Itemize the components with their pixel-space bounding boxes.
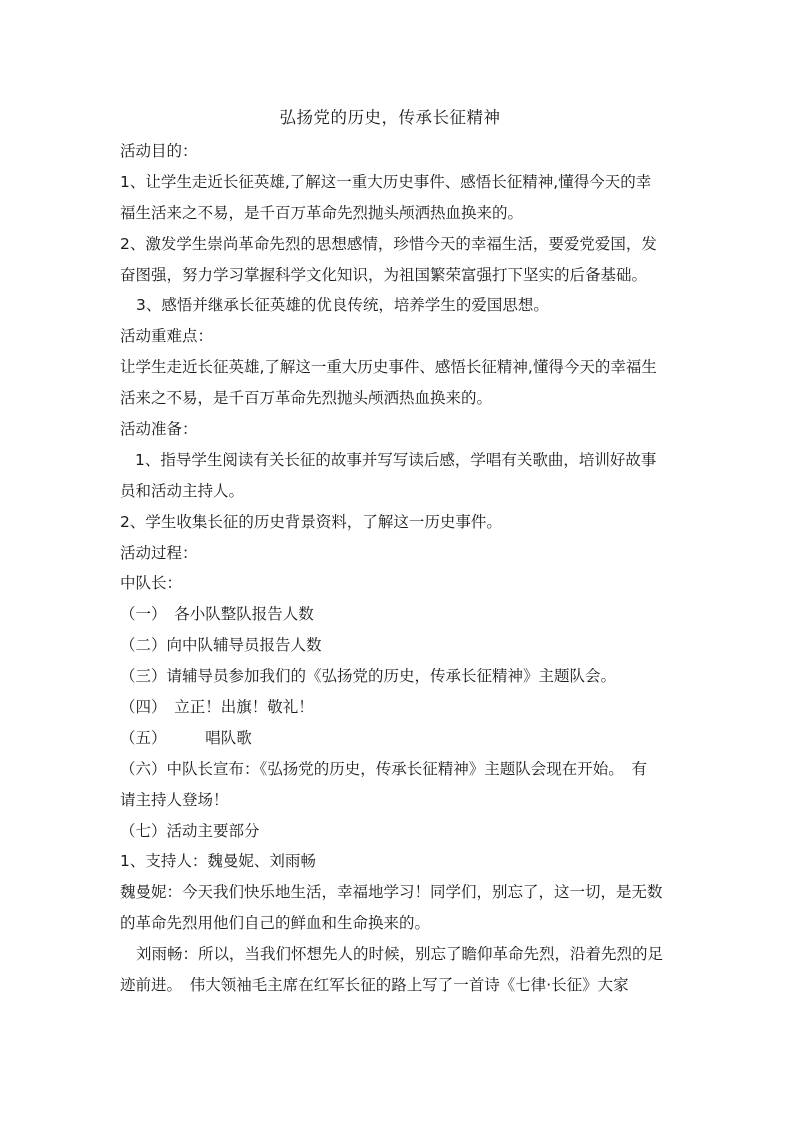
paragraph-line: 福生活来之不易，是千百万革命先烈抛头颅洒热血换来的。 [120, 203, 524, 222]
list-item: （七）活动主要部分 [120, 821, 260, 840]
paragraph-line: 2、学生收集长征的历史背景资料，了解这一历史事件。 [120, 512, 502, 531]
document-title: 弘扬党的历史，传承长征精神 [279, 108, 501, 127]
paragraph-line: 3、感悟并继承长征英雄的优良传统，培养学生的爱国思想。 [136, 296, 549, 315]
paragraph-line: 1、指导学生阅读有关长征的故事并写写读后感，学唱有关歌曲，培训好故事 [135, 450, 657, 469]
paragraph-line: 迹前进。 伟大领袖毛主席在红军长征的路上写了一首诗《七律·长征》大家 [120, 976, 629, 995]
document-body [120, 136, 664, 1001]
list-item: （六）中队长宣布：《弘扬党的历史，传承长征精神》主题队会现在开始。 有 [120, 759, 648, 778]
paragraph-line: 员和活动主持人。 [120, 481, 245, 500]
paragraph-line: 的革命先烈用他们自己的鲜血和生命换来的。 [120, 914, 431, 933]
paragraph-line: 2、激发学生崇尚革命先烈的思想感情，珍惜今天的幸福生活，要爱党爱国，发 [120, 234, 657, 253]
section-heading-process: 活动过程： [120, 543, 198, 562]
list-item: （四） 立正！出旗！敬礼！ [120, 698, 314, 717]
list-item: （三）请辅导员参加我们的《弘扬党的历史，传承长征精神》主题队会。 [120, 667, 617, 686]
paragraph-line: 中队长： [120, 574, 183, 593]
paragraph-line: 让学生走近长征英雄,了解这一重大历史事件、感悟长征精神,懂得今天的幸福生 [120, 358, 657, 377]
paragraph-line: 1、支持人：魏曼妮、刘雨畅 [120, 852, 316, 871]
section-heading-preparation: 活动准备： [120, 420, 198, 439]
list-item: （五） 唱队歌 [120, 728, 252, 747]
list-item: （一） 各小队整队报告人数 [120, 605, 314, 624]
paragraph-line: 请主持人登场！ [120, 790, 229, 809]
paragraph-line: 1、让学生走近长征英雄,了解这一重大历史事件、感悟长征精神,懂得今天的幸 [120, 172, 652, 191]
paragraph-line: 奋图强，努力学习掌握科学文化知识，为祖国繁荣富强打下坚实的后备基础。 [120, 265, 648, 284]
section-heading-key-points: 活动重难点： [120, 327, 214, 346]
paragraph-line: 魏曼妮：今天我们快乐地生活，幸福地学习！同学们，别忘了，这一切，是无数 [120, 883, 663, 902]
paragraph-line: 刘雨畅：所以，当我们怀想先人的时候，别忘了瞻仰革命先烈，沿着先烈的足 [136, 945, 664, 964]
section-heading-purpose: 活动目的： [120, 142, 198, 160]
list-item: （二）向中队辅导员报告人数 [120, 636, 322, 655]
paragraph-line: 活来之不易，是千百万革命先烈抛头颅洒热血换来的。 [120, 389, 493, 408]
